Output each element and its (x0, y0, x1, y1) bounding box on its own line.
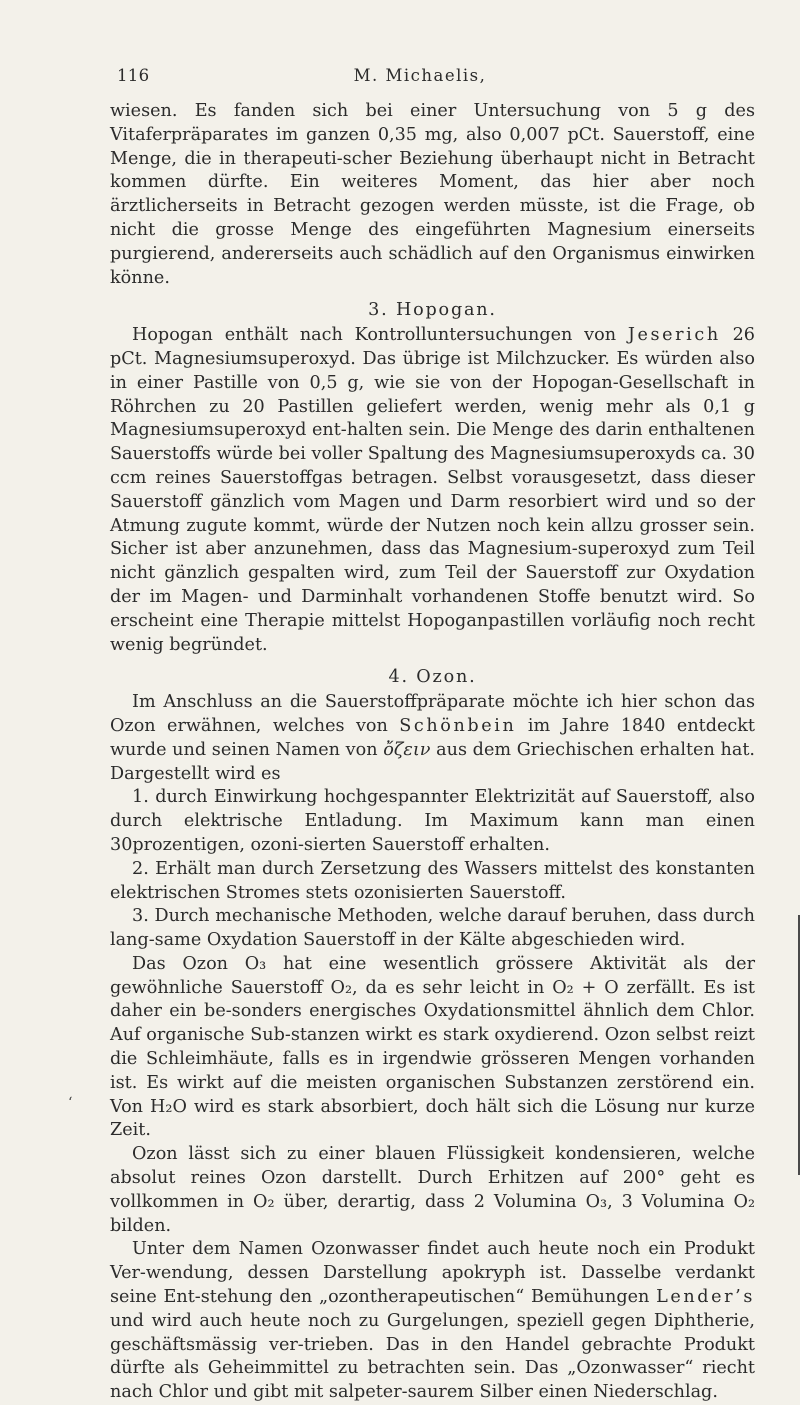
paragraph-ozon-properties: Das Ozon O₃ hat eine wesentlich grössere Aktivität als der gewöhnliche Sauerstoff O₂, da es sehr leicht in O₂ + O zerfällt. Es ist daher ein be-sonders energisches Oxydationsmittel ähnlich dem Chlor. Auf organische Sub-stanzen wirkt es stark oxydierend. Ozon selbst reizt die Schleimhäute, falls es in irgendwie grösseren Mengen vorhanden ist. Es wirkt auf die meisten organischen Substanzen zerstörend ein. Von H₂O wird es stark absorbiert, doch hält sich die Lösung nur kurze Zeit. (110, 953, 755, 1141)
text-run: Unter dem Namen Ozonwasser findet auch heute noch ein Produkt Ver-wendung, dessen Darstellung apokryph ist. Dasselbe verdankt seine Ent-stehung den „ozontherapeutischen“ Bemühungen (110, 1239, 755, 1308)
person-name: Jeserich (627, 325, 721, 346)
person-name: Lender’s (656, 1287, 755, 1308)
text-run: aus dem Griechischen erhalten hat. Dargestellt wird es (110, 739, 755, 784)
paragraph-ozon-intro (110, 691, 755, 786)
section-heading-hopogan: 3. Hopogan. (368, 300, 497, 321)
person-name: Schönbein (399, 715, 517, 736)
running-head: M. Michaelis, (353, 66, 487, 85)
text-run: im Jahre 1840 entdeckt wurde und seinen Namen von (110, 715, 755, 760)
body-text (110, 100, 755, 1405)
paragraph-hopogan (110, 324, 755, 657)
text-run: Im Anschluss an die Sauerstoffpräparate möchte ich hier schon das Ozon erwähnen, welches von (110, 692, 755, 736)
list-item-3: 3. Durch mechanische Methoden, welche darauf beruhen, dass durch lang-same Oxydation Sauerstoff in der Kälte abgeschieden wird. (110, 906, 755, 951)
greek-word: ὄζειν (383, 739, 431, 760)
text-run: Hopogan enthält nach Kontrolluntersuchungen von (132, 325, 628, 346)
section-heading-ozon: 4. Ozon. (388, 667, 477, 688)
list-item-1: 1. durch Einwirkung hochgespannter Elektrizität auf Sauerstoff, also durch elektrische Entladung. Im Maximum kann man einen 30prozentigen, ozoni-sierten Sauerstoff erhalten. (110, 787, 755, 855)
paragraph-ozonwasser (110, 1238, 755, 1405)
text-run: und wird auch heute noch zu Gurgelungen, speziell gegen Diphtherie, geschäftsmässig ver-trieben. Das in den Handel gebrachte Produkt dürfte als Geheimmittel zu betrachten sein. Das „Ozonwasser“ riecht nach Chlor und gibt mit salpeter-saurem Silber einen Niederschlag. (110, 1310, 755, 1403)
list-item-2: 2. Erhält man durch Zersetzung des Wassers mittelst des konstanten elektrischen Stromes stets ozonisierten Sauerstoff. (110, 858, 755, 903)
page-header (85, 66, 755, 88)
paragraph-ozon-liquid: Ozon lässt sich zu einer blauen Flüssigkeit kondensieren, welche absolut reines Ozon darstellt. Durch Erhitzen auf 200° geht es vollkommen in O₂ über, derartig, dass 2 Volumina O₃, 3 Volumina O₂ bilden. (110, 1144, 755, 1236)
margin-mark: ʻ (68, 1095, 73, 1111)
page-number: 116 (117, 66, 150, 85)
text-run: 26 pCt. Magnesiumsuperoxyd. Das übrige ist Milchzucker. Es würden also in einer Pastille von 0,5 g, wie sie von der Hopogan-Gesellschaft in Röhrchen zu 20 Pastillen geliefert werden, wenig mehr als 0,1 g Magnesiumsuperoxyd ent-halten sein. Die Menge des darin enthaltenen Sauerstoffs würde bei voller Spaltung des Magnesiumsuperoxyds ca. 30 ccm reines Sauerstoffgas betragen. Selbst vorausgesetzt, dass dieser Sauerstoff gänzlich vom Magen und Darm resorbiert wird und so der Atmung zugute kommt, würde der Nutzen noch kein allzu grosser sein. Sicher ist aber anzunehmen, dass das Magnesium-superoxyd zum Teil nicht gänzlich gespalten wird, zum Teil der Sauerstoff zur Oxydation der im Magen- und Darminhalt vorhandenen Stoffe benutzt wird. So erscheint eine Therapie mittelst Hopoganpastillen vorläufig noch recht wenig begründet. (110, 325, 755, 655)
paragraph-continued: wiesen. Es fanden sich bei einer Untersuchung von 5 g des Vitaferpräparates im ganzen 0,35 mg, also 0,007 pCt. Sauerstoff, eine Menge, die in therapeuti-scher Beziehung überhaupt nicht in Betracht kommen dürfte. Ein weiteres Moment, das hier aber noch ärztlicherseits in Betracht gezogen werden müsste, ist die Frage, ob nicht die grosse Menge des eingeführten Magnesium einerseits purgierend, andererseits auch schädlich auf den Organismus einwirken könne. (110, 101, 755, 288)
